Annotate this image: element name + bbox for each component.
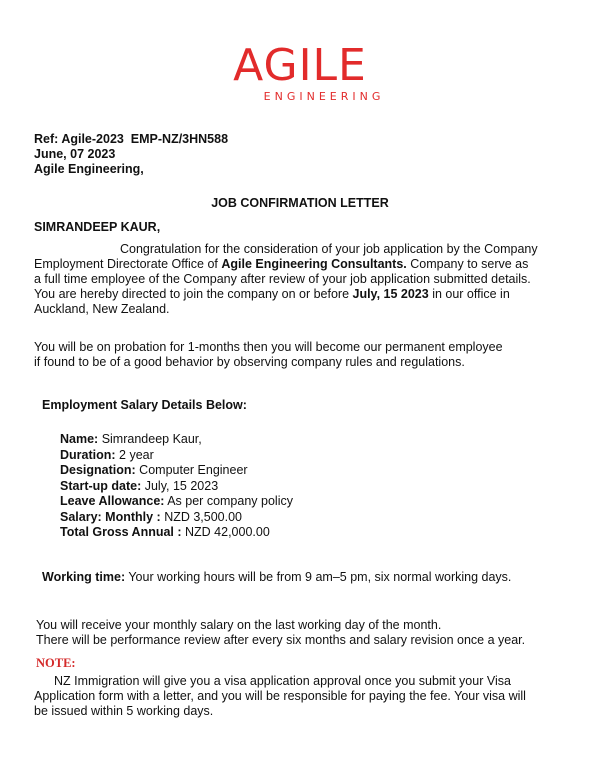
reference-block (34, 132, 228, 177)
intro-line: in our office in (428, 287, 510, 301)
note-line: be issued within 5 working days. (34, 704, 214, 718)
detail-label: Designation: (60, 463, 136, 477)
review-line: There will be performance review after every six months and salary revision once a year. (36, 633, 526, 647)
detail-value: Simrandeep Kaur, (98, 432, 202, 446)
salary-review-paragraph (36, 618, 525, 648)
company-name: Agile Engineering Consultants. (221, 257, 407, 271)
intro-line: You are hereby directed to join the company on or before (34, 287, 353, 301)
letter-title: JOB CONFIRMATION LETTER (211, 196, 389, 210)
probation-paragraph (34, 340, 503, 370)
detail-label: Total Gross Annual : (60, 525, 182, 539)
detail-row (60, 432, 293, 448)
detail-value: NZD 3,500.00 (160, 509, 243, 524)
detail-label: Duration: (60, 447, 116, 462)
detail-row (60, 463, 293, 479)
detail-value: Computer Engineer (135, 463, 248, 477)
working-time-text: Your working hours will be from 9 am–5 pm, six normal working days. (125, 570, 512, 584)
joining-date: July, 15 2023 (352, 287, 429, 301)
detail-value: NZD 42,000.00 (181, 525, 270, 539)
salary-heading: Employment Salary Details Below: (42, 398, 247, 412)
probation-line: You will be on probation for 1-months then you will become our permanent employee (34, 340, 503, 354)
detail-row (60, 448, 293, 464)
logo-wordmark: AGILE (233, 40, 367, 91)
intro-line: Congratulation for the consideration of your job application by the Company (120, 242, 538, 256)
recipient-name: SIMRANDEEP KAUR, (34, 220, 161, 234)
detail-label: Start-up date: (60, 478, 142, 493)
salary-details-list (60, 432, 293, 541)
logo-subtitle: ENGINEERING (263, 90, 385, 103)
detail-row (60, 525, 293, 541)
working-time-label: Working time: (42, 570, 126, 584)
intro-line: Employment Directorate Office of (34, 257, 222, 271)
detail-label: Salary: Monthly : (60, 509, 161, 524)
intro-line: Company to serve as (406, 257, 529, 271)
note-paragraph (34, 674, 526, 719)
company-logo (0, 40, 600, 103)
detail-row (60, 494, 293, 510)
detail-label: Leave Allowance: (60, 494, 165, 508)
intro-line: Auckland, New Zealand. (34, 302, 170, 316)
intro-paragraph (34, 242, 538, 317)
detail-value: July, 15 2023 (141, 478, 219, 493)
sender-company: Agile Engineering, (34, 162, 144, 176)
detail-row (60, 510, 293, 526)
probation-line: if found to be of a good behavior by observing company rules and regulations. (34, 355, 465, 369)
detail-value: As per company policy (164, 494, 293, 508)
letter-date: June, 07 2023 (34, 147, 116, 161)
note-label: NOTE: (36, 656, 76, 670)
reference-number: Ref: Agile-2023 EMP-NZ/3HN588 (34, 132, 229, 146)
review-line: You will receive your monthly salary on the last working day of the month. (36, 618, 442, 632)
detail-value: 2 year (115, 447, 154, 462)
note-line: NZ Immigration will give you a visa application approval once you submit your Visa (54, 674, 511, 688)
note-line: Application form with a letter, and you will be responsible for paying the fee. Your visa will (34, 689, 526, 703)
detail-row (60, 479, 293, 495)
intro-line: a full time employee of the Company after review of your job application submitted details. (34, 272, 531, 286)
detail-label: Name: (60, 432, 99, 446)
working-time (42, 570, 511, 584)
